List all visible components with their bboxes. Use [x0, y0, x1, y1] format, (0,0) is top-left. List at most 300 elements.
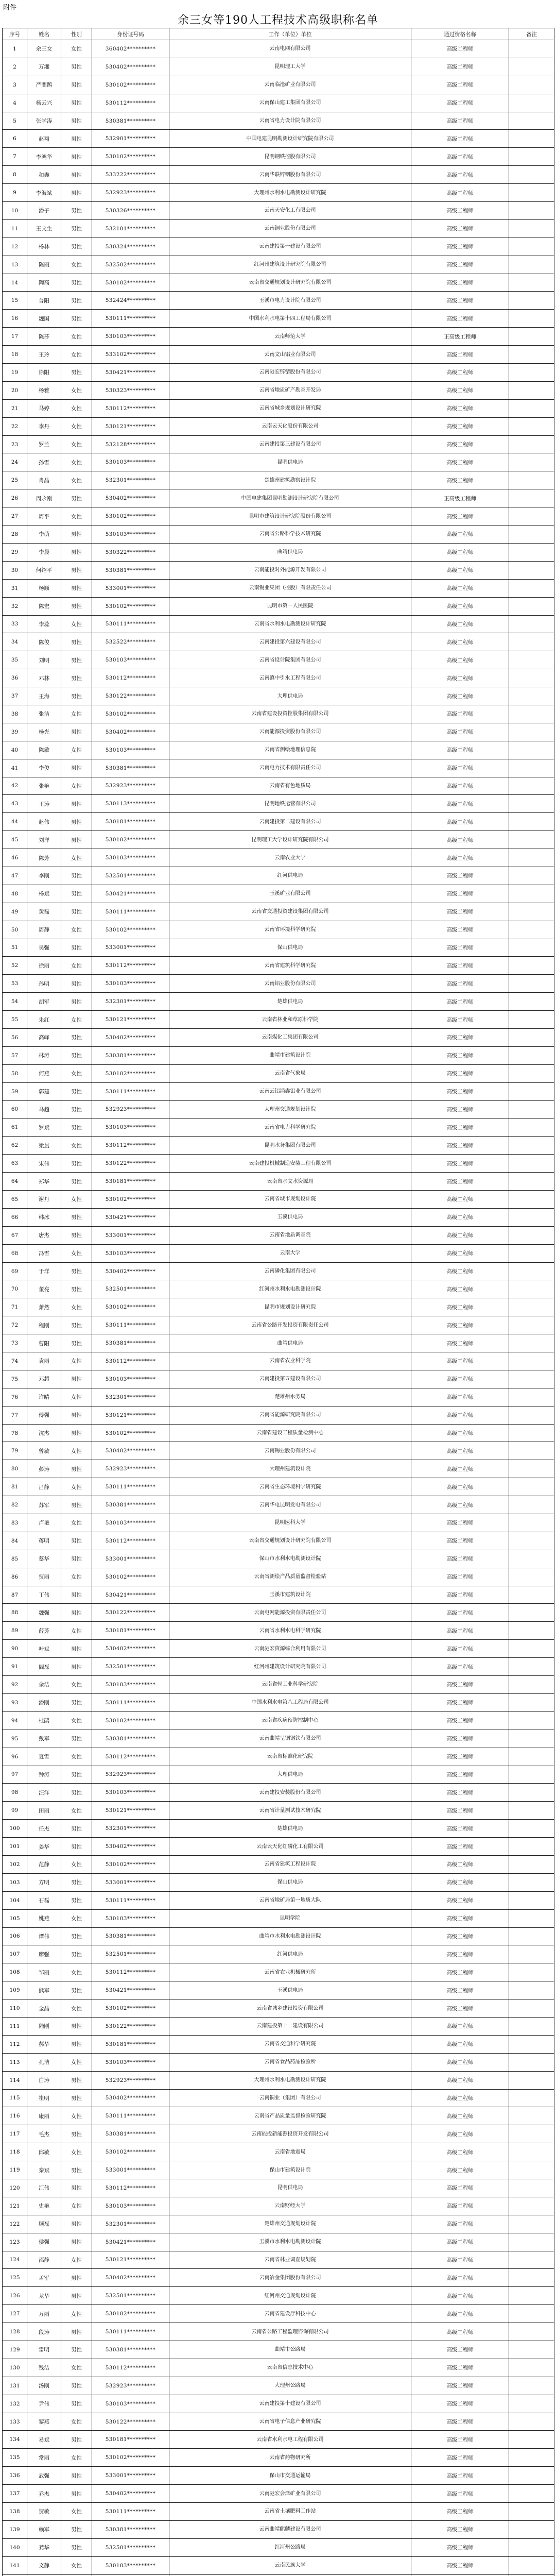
cell-gender: 男性: [61, 1280, 92, 1298]
cell-name: 李丹: [27, 417, 61, 435]
table-row: [3, 453, 554, 471]
cell-remark: [509, 1046, 554, 1064]
cell-remark: [509, 2053, 554, 2071]
cell-unit: 云南省城乡规划设计研究院: [169, 399, 411, 417]
cell-gender: 女性: [61, 2143, 92, 2161]
cell-qualification: 高级工程师: [411, 561, 509, 579]
cell-remark: [509, 1208, 554, 1226]
cell-gender: 男性: [61, 1370, 92, 1388]
cell-unit: 云南建投第二建设有限公司: [169, 813, 411, 831]
cell-qualification: 高级工程师: [411, 2538, 509, 2556]
cell-remark: [509, 1262, 554, 1280]
cell-remark: [509, 1460, 554, 1478]
table-row: [3, 1999, 554, 2018]
cell-index: 118: [3, 2143, 27, 2161]
cell-index: 108: [3, 1963, 27, 1981]
cell-unit: 云南能投对外能源开发有限公司: [169, 561, 411, 579]
cell-unit: 昆明理工大学设计研究院有限公司: [169, 831, 411, 849]
cell-unit: 楚雄州建筑勘察设计院: [169, 471, 411, 489]
cell-name: 李鸿华: [27, 148, 61, 166]
cell-qualification: 高级工程师: [411, 2071, 509, 2089]
cell-id: 530102**********: [92, 1064, 169, 1082]
cell-index: 70: [3, 1280, 27, 1298]
cell-gender: 男性: [61, 579, 92, 597]
cell-qualification: 高级工程师: [411, 1226, 509, 1244]
cell-name: 万湘: [27, 58, 61, 76]
cell-remark: [509, 2467, 554, 2485]
cell-unit: 云南建投第一建设有限公司: [169, 238, 411, 256]
cell-id: 530112**********: [92, 1352, 169, 1370]
cell-unit: 云南省土壤肥料工作站: [169, 2503, 411, 2521]
cell-name: 张洁: [27, 705, 61, 723]
cell-name: 金晶: [27, 1999, 61, 2018]
cell-id: 530111**********: [92, 310, 169, 328]
cell-index: 23: [3, 435, 27, 453]
cell-id: 532923**********: [92, 2377, 169, 2395]
cell-name: 陆刚: [27, 2017, 61, 2035]
cell-remark: [509, 292, 554, 310]
table-row: [3, 1442, 554, 1460]
cell-id: 530102**********: [92, 76, 169, 94]
cell-id: 530121**********: [92, 2251, 169, 2269]
table-row: [3, 1406, 554, 1424]
cell-qualification: 高级工程师: [411, 1352, 509, 1370]
cell-qualification: 高级工程师: [411, 1118, 509, 1137]
cell-unit: 云南铜业股份有限公司: [169, 219, 411, 238]
cell-id: 530111**********: [92, 1082, 169, 1100]
cell-unit: 云南省食品药品检验所: [169, 2053, 411, 2071]
cell-remark: [509, 2215, 554, 2233]
cell-qualification: 高级工程师: [411, 2197, 509, 2215]
table-row: [3, 795, 554, 813]
cell-gender: 男性: [61, 1945, 92, 1963]
cell-unit: 云南省交通科学研究院: [169, 2035, 411, 2053]
cell-id: 530322**********: [92, 543, 169, 561]
cell-name: 卢艳: [27, 1514, 61, 1532]
table-row: [3, 2377, 554, 2395]
cell-qualification: 高级工程师: [411, 1676, 509, 1694]
cell-unit: 云南省水利水电勘测设计研究院: [169, 615, 411, 633]
cell-index: 65: [3, 1191, 27, 1209]
cell-gender: 男性: [61, 1334, 92, 1352]
cell-qualification: 高级工程师: [411, 1316, 509, 1334]
cell-qualification: 高级工程师: [411, 1334, 509, 1352]
cell-remark: [509, 1496, 554, 1514]
cell-remark: [509, 759, 554, 777]
cell-unit: 云南华电昆明发电有限公司: [169, 1496, 411, 1514]
cell-name: 徐阳: [27, 364, 61, 382]
table-row: [3, 777, 554, 795]
cell-name: 杨光: [27, 723, 61, 741]
cell-remark: [509, 1963, 554, 1981]
table-row: [3, 633, 554, 651]
table-row: [3, 274, 554, 292]
cell-name: 苏军: [27, 1496, 61, 1514]
cell-unit: 云南天安化工有限公司: [169, 202, 411, 220]
cell-name: 杨云兴: [27, 94, 61, 112]
cell-name: 李晨: [27, 543, 61, 561]
cell-id: 530402**********: [92, 1640, 169, 1658]
cell-name: 雷明: [27, 2341, 61, 2359]
cell-unit: 云南省电子信息产业研究院: [169, 2413, 411, 2431]
cell-name: 姚燕: [27, 1909, 61, 1927]
cell-remark: [509, 579, 554, 597]
cell-name: 魏国: [27, 310, 61, 328]
table-row: [3, 2359, 554, 2377]
cell-qualification: 高级工程师: [411, 939, 509, 957]
cell-unit: 云南省设计院集团有限公司: [169, 651, 411, 669]
cell-name: 李刚: [27, 867, 61, 885]
cell-id: 360402**********: [92, 40, 169, 58]
cell-unit: 云南云天化股份有限公司: [169, 417, 411, 435]
cell-remark: [509, 1909, 554, 1927]
cell-name: 文静: [27, 2556, 61, 2574]
cell-qualification: 高级工程师: [411, 993, 509, 1011]
cell-qualification: 高级工程师: [411, 310, 509, 328]
cell-index: 114: [3, 2071, 27, 2089]
cell-gender: 男性: [61, 2125, 92, 2143]
cell-gender: 男性: [61, 795, 92, 813]
cell-index: 34: [3, 633, 27, 651]
cell-gender: 女性: [61, 2359, 92, 2377]
cell-qualification: 高级工程师: [411, 741, 509, 759]
table-row: [3, 166, 554, 184]
cell-unit: 云南大学: [169, 1244, 411, 1262]
cell-remark: [509, 2179, 554, 2197]
cell-qualification: 高级工程师: [411, 2215, 509, 2233]
cell-index: 134: [3, 2431, 27, 2449]
cell-gender: 女性: [61, 849, 92, 867]
cell-remark: [509, 471, 554, 489]
cell-index: 43: [3, 795, 27, 813]
cell-index: 17: [3, 328, 27, 346]
table-row: [3, 849, 554, 867]
cell-qualification: 高级工程师: [411, 256, 509, 274]
cell-index: 12: [3, 238, 27, 256]
cell-remark: [509, 2323, 554, 2341]
cell-remark: [509, 2520, 554, 2538]
cell-id: 530102**********: [92, 2143, 169, 2161]
cell-unit: 玉溪矿业有限公司: [169, 885, 411, 903]
cell-remark: [509, 1406, 554, 1424]
cell-id: 530102**********: [92, 1298, 169, 1316]
cell-qualification: 高级工程师: [411, 507, 509, 526]
cell-id: 530402**********: [92, 2269, 169, 2287]
cell-unit: 大理州水利水电勘测设计研究院: [169, 184, 411, 202]
cell-qualification: 高级工程师: [411, 1155, 509, 1173]
cell-name: 沈杰: [27, 1424, 61, 1442]
cell-remark: [509, 741, 554, 759]
table-row: [3, 2125, 554, 2143]
cell-qualification: 高级工程师: [411, 381, 509, 399]
cell-unit: 曲靖供电局: [169, 1334, 411, 1352]
cell-remark: [509, 957, 554, 975]
cell-qualification: 高级工程师: [411, 2395, 509, 2413]
cell-remark: [509, 1550, 554, 1568]
cell-index: 35: [3, 651, 27, 669]
cell-remark: [509, 1873, 554, 1891]
cell-index: 100: [3, 1820, 27, 1838]
cell-gender: 女性: [61, 1137, 92, 1155]
cell-qualification: 高级工程师: [411, 2251, 509, 2269]
cell-id: 530103**********: [92, 328, 169, 346]
cell-id: 530381**********: [92, 1046, 169, 1064]
cell-id: 530121**********: [92, 1802, 169, 1820]
cell-remark: [509, 1999, 554, 2018]
cell-gender: 男性: [61, 1460, 92, 1478]
cell-id: 532522**********: [92, 633, 169, 651]
cell-index: 123: [3, 2233, 27, 2251]
cell-id: 532502**********: [92, 256, 169, 274]
cell-name: 孙明: [27, 975, 61, 993]
cell-remark: [509, 1981, 554, 1999]
table-row: [3, 2305, 554, 2323]
cell-remark: [509, 1640, 554, 1658]
cell-name: 龙华: [27, 2287, 61, 2305]
cell-qualification: 高级工程师: [411, 1766, 509, 1784]
cell-qualification: 高级工程师: [411, 1711, 509, 1730]
table-row: [3, 1873, 554, 1891]
cell-gender: 男性: [61, 2017, 92, 2035]
cell-name: 何绍平: [27, 561, 61, 579]
cell-name: 贾丽: [27, 1568, 61, 1586]
cell-gender: 女性: [61, 1011, 92, 1029]
table-row: [3, 1191, 554, 1209]
cell-name: 杨雅: [27, 381, 61, 399]
cell-unit: 云南建投机械制造安装工程有限公司: [169, 1155, 411, 1173]
cell-name: 袁丽: [27, 1352, 61, 1370]
cell-name: 马婷: [27, 399, 61, 417]
cell-remark: [509, 2449, 554, 2467]
cell-remark: [509, 148, 554, 166]
cell-index: 18: [3, 346, 27, 364]
cell-id: 530111**********: [92, 1693, 169, 1711]
cell-gender: 男性: [61, 1406, 92, 1424]
cell-qualification: 高级工程师: [411, 1496, 509, 1514]
cell-unit: 云南省水利水电科学研究院: [169, 1622, 411, 1640]
cell-name: 郝华: [27, 2035, 61, 2053]
cell-id: 532501**********: [92, 2538, 169, 2556]
cell-id: 530103**********: [92, 741, 169, 759]
cell-remark: [509, 543, 554, 561]
cell-remark: [509, 130, 554, 148]
table-row: [3, 489, 554, 507]
cell-name: 孟军: [27, 2269, 61, 2287]
cell-remark: [509, 1011, 554, 1029]
cell-qualification: 高级工程师: [411, 903, 509, 921]
cell-id: 530381**********: [92, 1730, 169, 1748]
cell-unit: 云南锡业股份有限公司: [169, 1442, 411, 1460]
table-row: [3, 2485, 554, 2503]
cell-name: 钟涛: [27, 1766, 61, 1784]
table-row: [3, 1226, 554, 1244]
table-row: [3, 2467, 554, 2485]
cell-remark: [509, 2305, 554, 2323]
col-header-unit: 工作（单位）单位: [169, 28, 411, 40]
cell-name: 陶高: [27, 274, 61, 292]
cell-gender: 女性: [61, 2251, 92, 2269]
cell-name: 姜华: [27, 1838, 61, 1856]
cell-unit: 云南省林业和草原科学院: [169, 1011, 411, 1029]
cell-id: 530102**********: [92, 2305, 169, 2323]
cell-id: 530381**********: [92, 1496, 169, 1514]
table-row: [3, 2233, 554, 2251]
cell-unit: 云南临沧矿业有限公司: [169, 76, 411, 94]
cell-unit: 云南省城乡建设投资有限公司: [169, 1999, 411, 2018]
cell-unit: 曲靖市公路局: [169, 2341, 411, 2359]
table-row: [3, 1693, 554, 1711]
cell-index: 120: [3, 2179, 27, 2197]
cell-unit: 云南保山建工集团有限公司: [169, 94, 411, 112]
cell-name: 和鑫: [27, 166, 61, 184]
cell-name: 陈俊: [27, 633, 61, 651]
cell-name: 彭涛: [27, 1460, 61, 1478]
cell-index: 64: [3, 1173, 27, 1191]
cell-index: 127: [3, 2305, 27, 2323]
cell-index: 90: [3, 1640, 27, 1658]
cell-remark: [509, 2287, 554, 2305]
cell-unit: 云南驰宏资源综合利用有限公司: [169, 1640, 411, 1658]
cell-index: 107: [3, 1945, 27, 1963]
cell-id: 530112**********: [92, 2179, 169, 2197]
cell-qualification: 高级工程师: [411, 1838, 509, 1856]
cell-id: 530111**********: [92, 2323, 169, 2341]
cell-id: 530111**********: [92, 615, 169, 633]
cell-name: 刘明: [27, 651, 61, 669]
cell-name: 潘子: [27, 202, 61, 220]
cell-unit: 中国水利水电第十四工程局有限公司: [169, 310, 411, 328]
cell-qualification: 高级工程师: [411, 723, 509, 741]
cell-qualification: 高级工程师: [411, 1640, 509, 1658]
cell-remark: [509, 723, 554, 741]
cell-name: 邓超: [27, 1370, 61, 1388]
table-row: [3, 867, 554, 885]
cell-unit: 昆明水务集团有限公司: [169, 1137, 411, 1155]
cell-index: 99: [3, 1802, 27, 1820]
cell-gender: 女性: [61, 615, 92, 633]
cell-gender: 男性: [61, 2089, 92, 2107]
cell-unit: 云南省公路科学技术研究院: [169, 526, 411, 544]
cell-unit: 红河州水利水电勘测设计院: [169, 1280, 411, 1298]
cell-id: 530402**********: [92, 1838, 169, 1856]
cell-id: 530323**********: [92, 381, 169, 399]
cell-gender: 男性: [61, 2323, 92, 2341]
cell-remark: [509, 310, 554, 328]
cell-gender: 女性: [61, 1855, 92, 1873]
cell-unit: 云南电网能源投资有限责任公司: [169, 1604, 411, 1622]
cell-unit: 云南铜业（集团）有限公司: [169, 2089, 411, 2107]
table-row: [3, 597, 554, 615]
cell-id: 530121**********: [92, 1011, 169, 1029]
cell-gender: 男性: [61, 2377, 92, 2395]
cell-unit: 大理州交通规划设计院: [169, 1100, 411, 1118]
cell-id: 530181**********: [92, 2035, 169, 2053]
cell-index: 31: [3, 579, 27, 597]
cell-id: 530111**********: [92, 903, 169, 921]
cell-remark: [509, 2143, 554, 2161]
cell-id: 530421**********: [92, 1981, 169, 1999]
cell-qualification: 高级工程师: [411, 1514, 509, 1532]
cell-index: 105: [3, 1909, 27, 1927]
cell-gender: 男性: [61, 2520, 92, 2538]
cell-qualification: 高级工程师: [411, 2341, 509, 2359]
cell-name: 熊军: [27, 1981, 61, 1999]
cell-gender: 男性: [61, 1208, 92, 1226]
cell-gender: 女性: [61, 957, 92, 975]
cell-gender: 男性: [61, 94, 92, 112]
cell-qualification: 高级工程师: [411, 777, 509, 795]
cell-gender: 男性: [61, 543, 92, 561]
cell-qualification: 高级工程师: [411, 292, 509, 310]
cell-remark: [509, 2125, 554, 2143]
cell-name: 许晴: [27, 1388, 61, 1406]
cell-gender: 女性: [61, 1711, 92, 1730]
cell-name: 任杰: [27, 1820, 61, 1838]
cell-gender: 男性: [61, 993, 92, 1011]
cell-index: 95: [3, 1730, 27, 1748]
cell-index: 7: [3, 148, 27, 166]
cell-gender: 女性: [61, 471, 92, 489]
table-row: [3, 885, 554, 903]
cell-index: 102: [3, 1855, 27, 1873]
cell-gender: 男性: [61, 1838, 92, 1856]
cell-qualification: 高级工程师: [411, 795, 509, 813]
cell-id: 530381**********: [92, 2341, 169, 2359]
cell-name: 罗兰: [27, 435, 61, 453]
document-title: 余三女等190人工程技术高级职称名单: [178, 14, 378, 27]
cell-index: 130: [3, 2359, 27, 2377]
cell-qualification: 高级工程师: [411, 687, 509, 705]
cell-index: 6: [3, 130, 27, 148]
cell-index: 121: [3, 2197, 27, 2215]
cell-qualification: 高级工程师: [411, 2467, 509, 2485]
cell-name: 余三女: [27, 40, 61, 58]
cell-gender: 男性: [61, 1082, 92, 1100]
cell-unit: 楚雄供电局: [169, 1820, 411, 1838]
cell-remark: [509, 1622, 554, 1640]
table-row: [3, 1082, 554, 1100]
cell-qualification: 高级工程师: [411, 94, 509, 112]
cell-qualification: 高级工程师: [411, 1658, 509, 1676]
cell-index: 117: [3, 2125, 27, 2143]
cell-name: 黄磊: [27, 903, 61, 921]
table-row: [3, 831, 554, 849]
cell-gender: 男性: [61, 1981, 92, 1999]
table-row: [3, 310, 554, 328]
cell-index: 47: [3, 867, 27, 885]
table-row: [3, 939, 554, 957]
cell-gender: 女性: [61, 1191, 92, 1209]
cell-name: 邓林: [27, 669, 61, 687]
cell-unit: 云南建投第三建设有限公司: [169, 435, 411, 453]
cell-gender: 女性: [61, 1999, 92, 2018]
cell-name: 李海斌: [27, 184, 61, 202]
table-row: [3, 1173, 554, 1191]
cell-unit: 红河州建筑设计研究院有限公司: [169, 256, 411, 274]
cell-id: 532301**********: [92, 471, 169, 489]
cell-unit: 云南锡业集团（控股）有限责任公司: [169, 579, 411, 597]
cell-qualification: 高级工程师: [411, 1748, 509, 1766]
cell-gender: 女性: [61, 1748, 92, 1766]
cell-gender: 女性: [61, 346, 92, 364]
cell-unit: 云南省产品质量监督检验研究院: [169, 2107, 411, 2125]
cell-gender: 男性: [61, 597, 92, 615]
cell-name: 钱洁: [27, 2359, 61, 2377]
cell-remark: [509, 1442, 554, 1460]
cell-index: 52: [3, 957, 27, 975]
cell-id: 530402**********: [92, 723, 169, 741]
cell-qualification: 正高级工程师: [411, 489, 509, 507]
